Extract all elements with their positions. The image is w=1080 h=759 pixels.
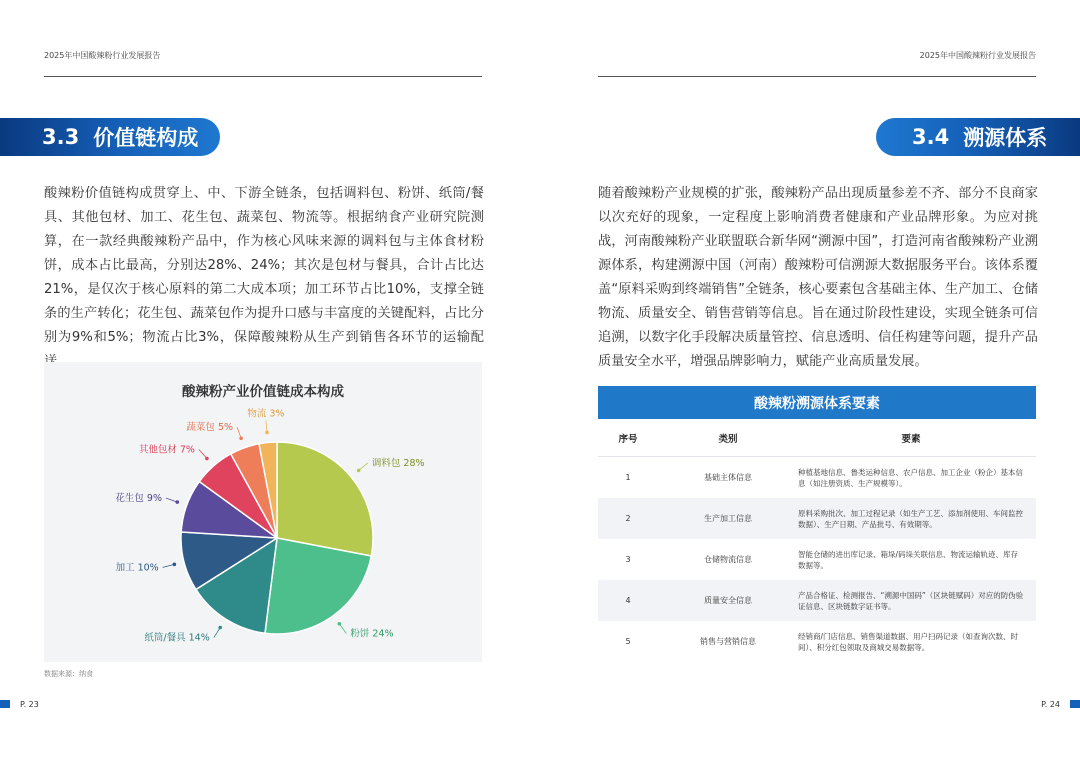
cell-elements: 原料采购批次、加工过程记录（如生产工艺、添加剂使用、车间监控数据）、生产日期、产品批号、有效期等。: [798, 508, 1023, 529]
section-number: 3.4: [912, 125, 950, 149]
cell-category: 仓储物流信息: [704, 555, 752, 564]
pie-chart-panel: [44, 362, 482, 662]
section-banner-3-3: [0, 118, 220, 156]
cell-no: 4: [625, 596, 631, 605]
pie-chart: [44, 362, 482, 662]
header-no: 序号: [618, 433, 638, 445]
cell-category: 质量安全信息: [704, 596, 752, 605]
body-paragraph: 随着酸辣粉产业规模的扩张，酸辣粉产品出现质量参差不齐、部分不良商家以次充好的现象，一定程度上影响消费者健康和产业品牌形象。为应对挑战，河南酸辣粉产业联盟联合新华网“溯源中国”，打造河南省酸辣粉产业溯源体系，构建溯源中国（河南）酸辣粉可信溯源大数据服务平台。该体系覆盖“原料采购到终端销售”全链条，核心要素包含基础主体、生产加工、仓储物流、质量安全、销售营销等信息。旨在通过阶段性建设，实现全链条可信追溯，以数字化手段解决质量管控、信息透明、信任构建等问题，提升产品质量安全水平，增强品牌影响力，赋能产业高质量发展。: [598, 186, 1038, 369]
cell-elements: 智能仓储的进出库记录、箱垛/码垛关联信息、物流运输轨迹、库存数据等。: [798, 549, 1019, 570]
section-number: 3.3: [42, 125, 80, 149]
leader-line-4: [166, 498, 177, 502]
header-rule: [598, 76, 1036, 77]
chart-title: 酸辣粉产业价值链成本构成: [182, 384, 344, 400]
cell-category: 基础主体信息: [704, 473, 752, 482]
cell-category: 生产加工信息: [704, 514, 752, 523]
cell-elements: 产品合格证、检测报告、“溯源中国码”（区块链赋码）对应的防伪验证信息、区块链数字证书等。: [798, 590, 1024, 611]
leader-line-0: [359, 463, 368, 471]
running-header: 2025年中国酸辣粉行业发展报告: [44, 51, 161, 60]
section-banner-3-4: [876, 118, 1080, 156]
traceability-table: [598, 386, 1036, 662]
source-note: 数据来源：纳食: [44, 670, 93, 678]
header-category: 类别: [718, 433, 738, 445]
cell-no: 3: [625, 555, 631, 564]
header-elements: 要素: [901, 433, 921, 445]
page-number: P. 24: [1041, 700, 1060, 709]
slice-label-4: 花生包 9%: [115, 493, 162, 505]
right-page: [540, 0, 1080, 759]
table-row: [598, 498, 1036, 539]
leader-line-7: [266, 421, 267, 433]
footer-mark: [1070, 700, 1080, 708]
leader-line-2: [214, 627, 220, 637]
pie-slice-0: [277, 442, 373, 556]
cell-no: 5: [625, 637, 631, 646]
leader-dot-6: [239, 436, 243, 440]
slice-label-6: 蔬菜包 5%: [186, 421, 234, 433]
cell-no: 2: [625, 514, 631, 523]
slice-label-0: 调料包 28%: [371, 457, 425, 469]
section-title: 溯源体系: [963, 126, 1048, 150]
table-header-row: [598, 419, 1036, 457]
running-header: 2025年中国酸辣粉行业发展报告: [919, 51, 1036, 60]
body-paragraph: 酸辣粉价值链构成贯穿上、中、下游全链条，包括调料包、粉饼、纸筒/餐具、其他包材、加工、花生包、蔬菜包、物流等。根据纳食产业研究院测算，在一款经典酸辣粉产品中，作为核心风味来源的调料包与主体食材粉饼，成本占比最高，分别达28%、24%；其次是包材与餐具，合计占比达21%，是仅次于核心原料的第二大成本项；加工环节占比10%，支撑全链条的生产转化；花生包、蔬菜包作为提升口感与丰富度的关键配料，占比分别为9%和5%；物流占比3%，保障酸辣粉从生产到销售各环节的运输配: [44, 186, 484, 345]
pie-slice-1: [265, 538, 371, 634]
slice-label-1: 粉饼 24%: [350, 628, 394, 640]
cell-category: 销售与营销信息: [700, 637, 756, 646]
section-title: 价值链构成: [93, 126, 199, 150]
cell-elements: 种植基地信息、鲁类运种信息、农户信息、加工企业（粉企）基本信息（如注册资质、生产规模等）。: [798, 467, 1023, 488]
page-number: P. 23: [20, 700, 39, 709]
slice-label-5: 其他包材 7%: [138, 444, 195, 456]
table-title: 酸辣粉溯源体系要素: [598, 386, 1036, 419]
table-row: [598, 621, 1036, 662]
cell-no: 1: [625, 473, 631, 482]
header-rule: [44, 76, 482, 77]
footer-mark: [0, 700, 10, 708]
leader-line-1: [339, 624, 346, 634]
leader-line-6: [237, 427, 241, 438]
slice-label-3: 加工 10%: [115, 562, 159, 574]
table-row: [598, 539, 1036, 580]
slice-label-7: 物流 3%: [247, 408, 285, 420]
table-row: [598, 580, 1036, 621]
leader-line-5: [199, 449, 207, 458]
table-row: [598, 457, 1036, 498]
slice-label-2: 纸筒/餐具 14%: [144, 632, 210, 644]
leader-line-3: [163, 564, 175, 567]
cell-elements: 经销商/门店信息、销售渠道数据、用户扫码记录（如查询次数、时间）、积分红包领取及商城交易数据等。: [798, 631, 1019, 652]
